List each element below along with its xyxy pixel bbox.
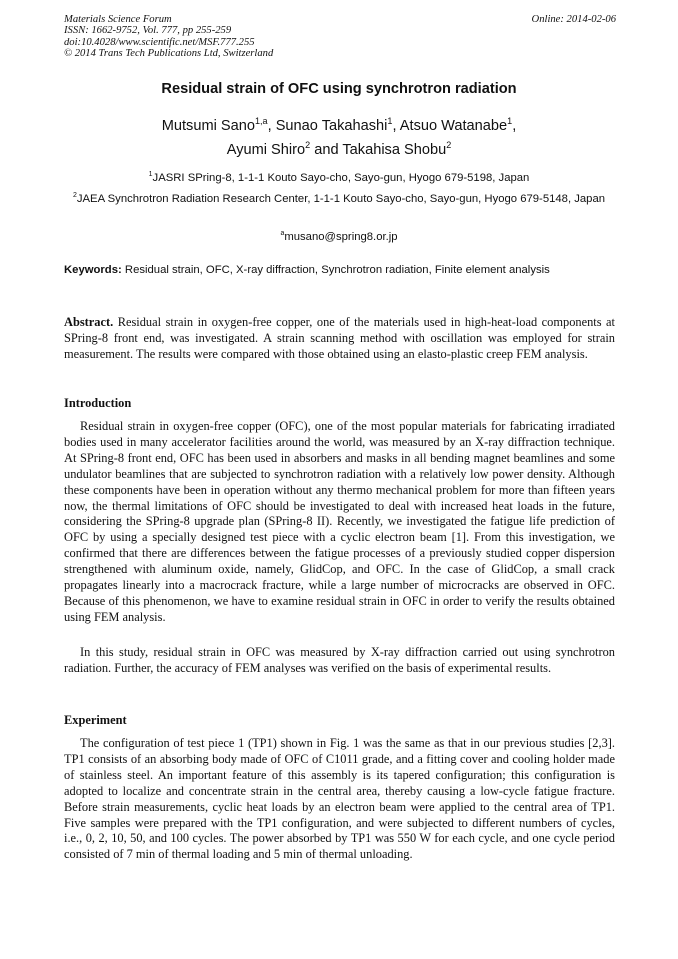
- intro-paragraph-2: In this study, residual strain in OFC was measured by X-ray diffraction carried out using synchrotron radiation. Further, the accuracy of FEM analyses was verified on the basis of experimental results.: [64, 645, 615, 675]
- affiliation-mark: 2: [72, 192, 77, 200]
- copyright: © 2014 Trans Tech Publications Ltd, Switzerland: [64, 48, 274, 60]
- author-name: Mutsumi Sano: [161, 118, 256, 134]
- author-name: Takahisa Shobu: [342, 142, 447, 158]
- keywords-label: Keywords:: [64, 264, 122, 276]
- intro-paragraph-1: Residual strain in oxygen-free copper (OFC), one of the most popular materials for fabricating irradiated bodies used in many accelerator facilities around the world, was measured by an X-ray diffraction technique. At SPring-8 front end, OFC has been used in absorbers and masks in all bending magnet beamlines and some undulator beamlines that are subjected to synchrotron radiation with a relatively low power density. Although these components have been in operation without any thermo mechanical problem for more than fifteen years now, the thermal limitations of OFC should be investigated to deal with increased heat loads in the future, considering the SPring-8 upgrade plan (SPring-8 II). Recently, we investigated the fatigue life prediction of OFC by using a specially designed test piece with a cyclic electron beam [1]. From this investigation, we confirmed that there are differences between the fatigue processes of a previously studied copper dispersion strengthened with aluminum oxide, namely, GlidCop, and OFC. In the case of GlidCop, a small crack propagates linearly into a macrocrack fracture, while a large number of microcracks are observed in OFC. Because of this phenomenon, we have to examine residual strain in OFC in order to verify the results obtained using FEM analysis.: [64, 419, 615, 624]
- author-affiliation-mark: 2: [446, 140, 452, 151]
- keywords-text: Residual strain, OFC, X-ray diffraction, Synchrotron radiation, Finite element analysis: [121, 264, 550, 276]
- corresponding-email: [62, 230, 616, 244]
- affiliation-1: [62, 171, 616, 185]
- author-name: Sunao Takahashi: [275, 118, 388, 134]
- email-address: musano@spring8.or.jp: [284, 231, 398, 243]
- paper-title: Residual strain of OFC using synchrotron radiation: [161, 81, 517, 97]
- section-heading-experiment: Experiment: [64, 713, 127, 727]
- author-line-1: [40, 114, 638, 138]
- author-name: Atsuo Watanabe: [399, 118, 508, 134]
- author-separator: ,: [267, 118, 276, 134]
- affiliation-text: JASRI SPring-8, 1-1-1 Kouto Sayo-cho, Sayo-gun, Hyogo 679-5198, Japan: [152, 172, 530, 184]
- abstract-label: Abstract.: [64, 315, 114, 329]
- issn: ISSN: 1662-9752, Vol. 777, pp 255-259: [64, 25, 232, 37]
- section-heading-introduction: Introduction: [64, 396, 132, 410]
- author-separator: and: [310, 142, 343, 158]
- author-separator: ,: [392, 118, 400, 134]
- author-affiliation-mark: 1: [387, 116, 393, 127]
- affiliation-2: [62, 192, 616, 206]
- abstract: [64, 315, 615, 363]
- abstract-text: Residual strain in oxygen-free copper, one of the materials used in high-heat-load components at SPring-8 front end, was investigated. A strain scanning method with oscillation was employed for strain measurement. The results were compared with those obtained using an elasto-plastic creep FEM analysis.: [64, 315, 615, 361]
- experiment-paragraph-1: The configuration of test piece 1 (TP1) shown in Fig. 1 was the same as that in our previous studies [2,3]. TP1 consists of an absorbing body made of OFC of C1011 grade, and a fitting cover and cooling holder made of stainless steel. An important feature of this assembly is its tapered configuration; this configuration is adopted to localize and concentrate strain in the central area, thereby causing a low-cycle fatigue fracture. Before strain measurements, cyclic heat loads by an electron beam were applied to the central area of TP1. Five samples were prepared with the TP1 configuration, and were subjected to different numbers of cycles, i.e., 0, 2, 10, 50, and 100 cycles. The power absorbed by TP1 was 550 W for each cycle, and one cycle period consisted of 7 min of thermal loading and 5 min of thermal unloading.: [64, 736, 615, 862]
- doi: doi:10.4028/www.scientific.net/MSF.777.255: [64, 36, 255, 48]
- author-line-2: [40, 138, 638, 162]
- author-list: [40, 114, 638, 162]
- author-affiliation-mark: 1,a: [255, 116, 268, 127]
- affiliation-text: JAEA Synchrotron Radiation Research Center, 1-1-1 Kouto Sayo-cho, Sayo-gun, Hyogo 679-5148, Japan: [76, 193, 606, 205]
- author-separator: ,: [512, 118, 517, 134]
- author-affiliation-mark: 2: [305, 140, 311, 151]
- author-name: Ayumi Shiro: [226, 142, 306, 158]
- online-date: Online: 2014-02-06: [531, 14, 616, 25]
- keywords: [64, 264, 624, 276]
- journal-header: [64, 14, 616, 60]
- author-affiliation-mark: 1: [507, 116, 513, 127]
- affiliation-mark: 1: [148, 171, 153, 179]
- journal-name: Materials Science Forum: [64, 14, 172, 25]
- email-mark: a: [280, 230, 285, 238]
